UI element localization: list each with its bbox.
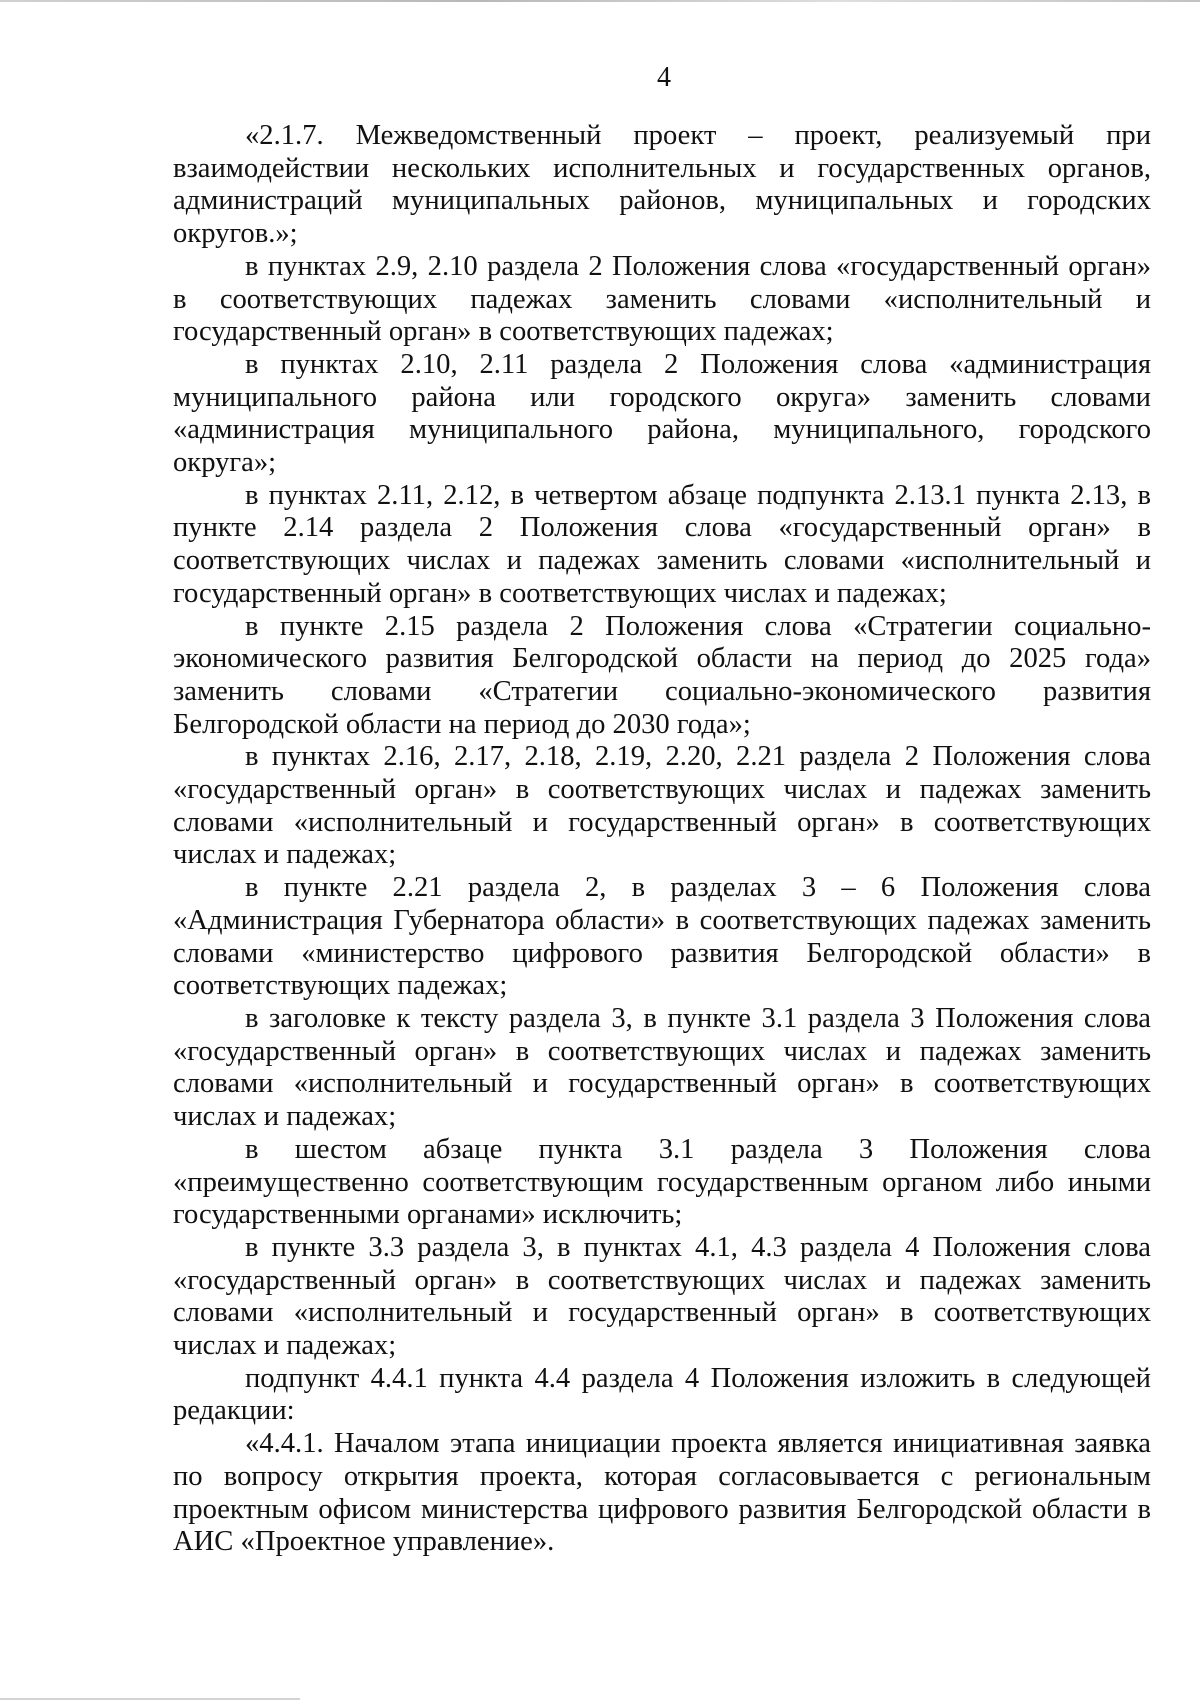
paragraph-4-4-1: «4.4.1. Началом этапа инициации проекта является инициативная заявка по вопросу открытия проекта, которая согласовывается с региональным проектным офисом министерства цифрового развития Белгородской области в АИС «Проектное управление». [173, 1428, 1151, 1558]
scan-edge-top [0, 0, 1200, 2]
paragraph-item-2-15: в пункте 2.15 раздела 2 Положения слова «Стратегии социально-экономического развития Белгородской области на период до 2025 года» заменить словами «Стратегии социально-экономического развития Белгородской области на период до 2030 года»; [173, 610, 1151, 740]
scan-edge-bottom [0, 1698, 300, 1700]
paragraph-items-2-11-2-14: в пунктах 2.11, 2.12, в четвертом абзаце подпункта 2.13.1 пункта 2.13, в пункте 2.14 раздела 2 Положения слова «государственный орган» в соответствующих числах и падежах заменить словами «исполнительный и государственный орган» в соответствующих числах и падежах; [173, 479, 1151, 609]
page-number: 4 [657, 62, 671, 93]
paragraph-items-2-16-2-21: в пунктах 2.16, 2.17, 2.18, 2.19, 2.20, 2.21 раздела 2 Положения слова «государственный орган» в соответствующих числах и падежах заменить словами «исполнительный и государственный орган» в соответствующих числах и падежах; [173, 741, 1151, 871]
paragraph-items-2-9-2-10: в пунктах 2.9, 2.10 раздела 2 Положения слова «государственный орган» в соответствующих падежах заменить словами «исполнительный и государственный орган» в соответствующих падежах; [173, 250, 1151, 348]
paragraph-subitem-4-4-1-intro: подпункт 4.4.1 пункта 4.4 раздела 4 Положения изложить в следующей редакции: [173, 1362, 1151, 1427]
paragraph-items-3-3-4-1-4-3: в пункте 3.3 раздела 3, в пунктах 4.1, 4.3 раздела 4 Положения слова «государственный орган» в соответствующих числах и падежах заменить словами «исполнительный и государственный орган» в соответствующих числах и падежах; [173, 1231, 1151, 1362]
paragraph-item-3-1-sixth: в шестом абзаце пункта 3.1 раздела 3 Положения слова «преимущественно соответствующим государственным органом либо иными государственными органами» исключить; [173, 1133, 1151, 1231]
paragraph-2-1-7: «2.1.7. Межведомственный проект – проект, реализуемый при взаимодействии нескольких исполнительных и государственных органов, администраций муниципальных районов, муниципальных и городских округов.»; [173, 120, 1151, 250]
paragraph-item-2-21-sections-3-6: в пункте 2.21 раздела 2, в разделах 3 – 6 Положения слова «Администрация Губернатора области» в соответствующих падежах заменить словами «министерство цифрового развития Белгородской области» в соответствующих падежах; [173, 872, 1151, 1002]
paragraph-items-2-10-2-11: в пунктах 2.10, 2.11 раздела 2 Положения слова «администрация муниципального района или городского округа» заменить словами «администрация муниципального района, муниципального, городского округа»; [173, 348, 1151, 479]
document-body [173, 120, 1151, 1559]
paragraph-section-3-heading: в заголовке к тексту раздела 3, в пункте 3.1 раздела 3 Положения слова «государственный орган» в соответствующих числах и падежах заменить словами «исполнительный и государственный орган» в соответствующих числах и падежах; [173, 1002, 1151, 1133]
